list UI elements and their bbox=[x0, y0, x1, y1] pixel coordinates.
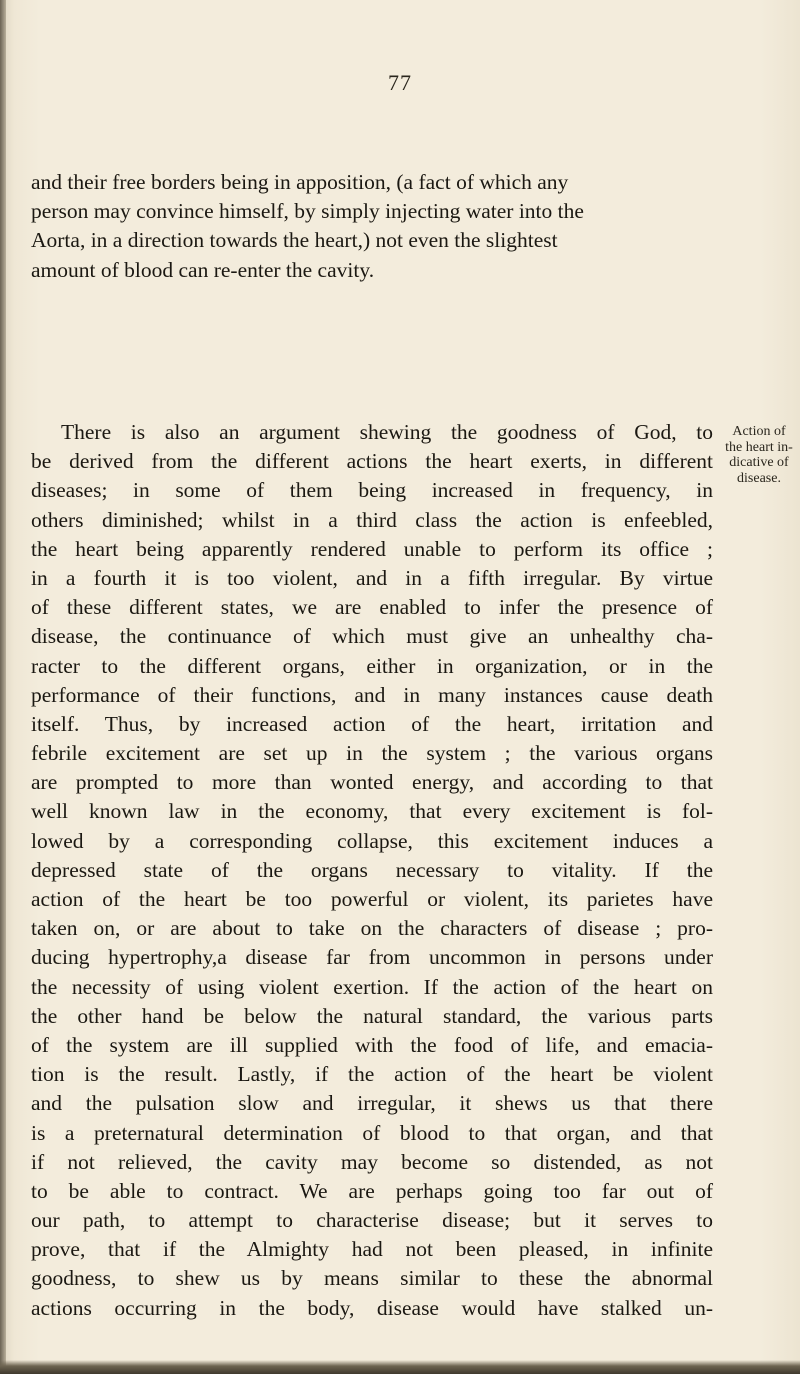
text-line: others diminished; whilst in a third class the action is enfeebled, bbox=[31, 507, 713, 532]
margin-note bbox=[722, 424, 796, 486]
margin-note-line: Action of bbox=[732, 424, 786, 439]
text-line: lowed by a corresponding collapse, this excitement induces a bbox=[31, 828, 713, 853]
text-line: disease, the continuance of which must give an unhealthy cha- bbox=[31, 624, 713, 649]
text-line: prove, that if the Almighty had not been pleased, in infinite bbox=[31, 1237, 713, 1262]
text-line: is a preternatural determination of blood to that organ, and that bbox=[31, 1120, 713, 1145]
margin-note-line: dicative of bbox=[729, 455, 789, 470]
text-line: itself. Thus, by increased action of the heart, irritation and bbox=[31, 711, 713, 736]
text-line: the heart being apparently rendered unable to perform its office ; bbox=[31, 536, 713, 561]
text-line: performance of their functions, and in many instances cause death bbox=[31, 682, 713, 707]
text-line: and the pulsation slow and irregular, it shews us that there bbox=[31, 1091, 713, 1116]
text-line: ducing hypertrophy,a disease far from uncommon in persons under bbox=[31, 945, 713, 970]
text-line: in a fourth it is too violent, and in a fifth irregular. By virtue bbox=[31, 565, 713, 590]
text-line: action of the heart be too powerful or violent, its parietes have bbox=[31, 887, 713, 911]
text-line: of these different states, we are enabled to infer the presence of bbox=[31, 595, 713, 620]
binding-gutter bbox=[0, 0, 6, 1374]
text-line: person may convince himself, by simply injecting water into the bbox=[31, 199, 584, 224]
text-line: well known law in the economy, that every excitement is fol- bbox=[31, 799, 713, 824]
text-line: tion is the result. Lastly, if the action of the heart be violent bbox=[31, 1062, 713, 1087]
text-line: the necessity of using violent exertion. If the action of the heart on bbox=[31, 974, 713, 999]
text-line: goodness, to shew us by means similar to these the abnormal bbox=[31, 1266, 713, 1291]
text-line: the other hand be below the natural standard, the various parts bbox=[31, 1003, 713, 1028]
text-line: diseases; in some of them being increased in frequency, in bbox=[31, 478, 713, 503]
text-line: racter to the different organs, either in organization, or in the bbox=[31, 653, 713, 678]
text-line: if not relieved, the cavity may become so distended, as not bbox=[31, 1149, 713, 1174]
text-line: are prompted to more than wonted energy, and according to that bbox=[31, 770, 713, 795]
paragraph-2 bbox=[31, 418, 713, 1323]
text-line: our path, to attempt to characterise disease; but it serves to bbox=[31, 1208, 713, 1233]
text-line: to be able to contract. We are perhaps going too far out of bbox=[31, 1178, 713, 1203]
text-line: actions occurring in the body, disease would have stalked un- bbox=[31, 1295, 713, 1320]
text-line: febrile excitement are set up in the system ; the various organs bbox=[31, 741, 713, 766]
page-bottom-edge bbox=[0, 1360, 800, 1374]
page-number: 77 bbox=[388, 70, 412, 95]
text-line: There is also an argument shewing the goodness of God, to bbox=[61, 420, 713, 444]
text-line: depressed state of the organs necessary to vitality. If the bbox=[31, 857, 713, 882]
text-line: amount of blood can re-enter the cavity. bbox=[31, 257, 375, 282]
text-line: taken on, or are about to take on the characters of disease ; pro- bbox=[31, 916, 713, 941]
text-line: of the system are ill supplied with the food of life, and emacia- bbox=[31, 1032, 713, 1057]
text-line: be derived from the different actions the heart exerts, in different bbox=[31, 449, 713, 474]
margin-note-line: the heart in- bbox=[725, 439, 793, 455]
paragraph-1 bbox=[31, 168, 713, 285]
margin-note-line: disease. bbox=[737, 470, 781, 486]
text-line: and their free borders being in apposition, (a fact of which any bbox=[31, 170, 569, 194]
text-line: Aorta, in a direction towards the heart,) not even the slightest bbox=[31, 228, 558, 253]
